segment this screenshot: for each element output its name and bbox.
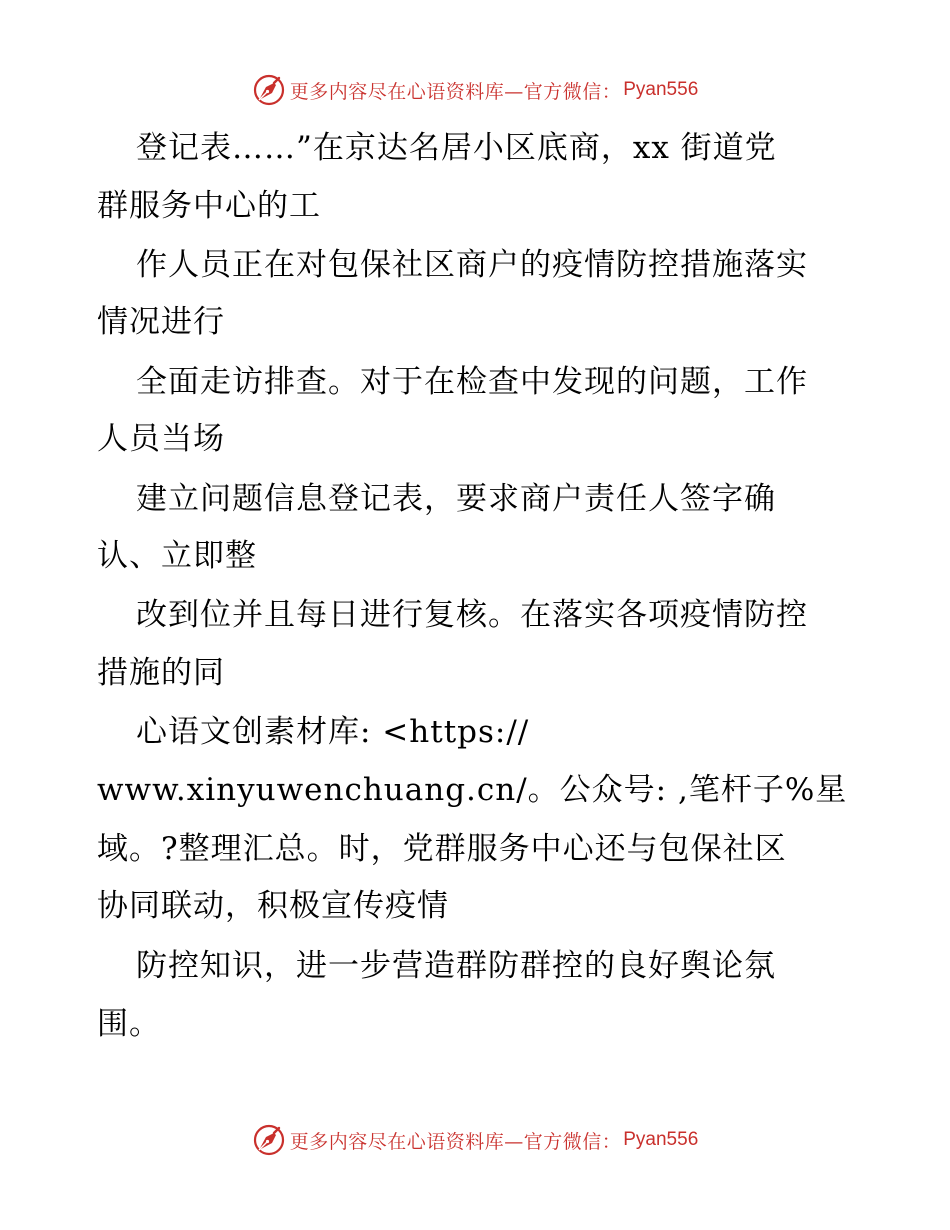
paragraph-line: 防控知识，进一步营造群防群控的良好舆论氛	[136, 948, 776, 984]
paragraph-line: 作人员正在对包保社区商户的疫情防控措施落实	[136, 247, 808, 283]
footer-banner	[0, 1120, 950, 1160]
header-banner-text: 更多内容尽在心语资料库—官方微信：	[289, 80, 622, 103]
pen-nib-logo-icon	[252, 73, 286, 107]
paragraph-line: 围。	[97, 1006, 161, 1042]
paragraph-line: 认、立即整	[97, 538, 257, 574]
paragraph-line: 改到位并且每日进行复核。在落实各项疫情防控	[136, 597, 808, 633]
pen-nib-logo-icon	[252, 1123, 286, 1157]
source-url-line: www.xinyuwenchuang.cn/。公众号: ,笔杆子%星	[97, 772, 848, 808]
paragraph-line: 全面走访排查。对于在检查中发现的问题，工作	[136, 364, 808, 400]
header-wechat-handle: Pyan556	[623, 79, 699, 100]
paragraph-line: 登记表……”在京达名居小区底商，xx 街道党	[136, 130, 777, 166]
paragraph-line: 措施的同	[97, 655, 225, 691]
paragraph-line: 域。?整理汇总。时，党群服务中心还与包保社区	[97, 831, 787, 867]
source-line: 心语文创素材库: <https://	[136, 714, 530, 750]
footer-banner-text: 更多内容尽在心语资料库—官方微信：	[289, 1130, 622, 1153]
paragraph-line: 建立问题信息登记表，要求商户责任人签字确	[136, 481, 776, 517]
header-banner	[0, 70, 950, 110]
footer-wechat-handle: Pyan556	[623, 1129, 699, 1150]
paragraph-line: 协同联动，积极宣传疫情	[97, 888, 449, 924]
paragraph-line: 人员当场	[97, 421, 225, 457]
paragraph-line: 群服务中心的工	[97, 188, 321, 224]
paragraph-line: 情况进行	[97, 304, 225, 340]
